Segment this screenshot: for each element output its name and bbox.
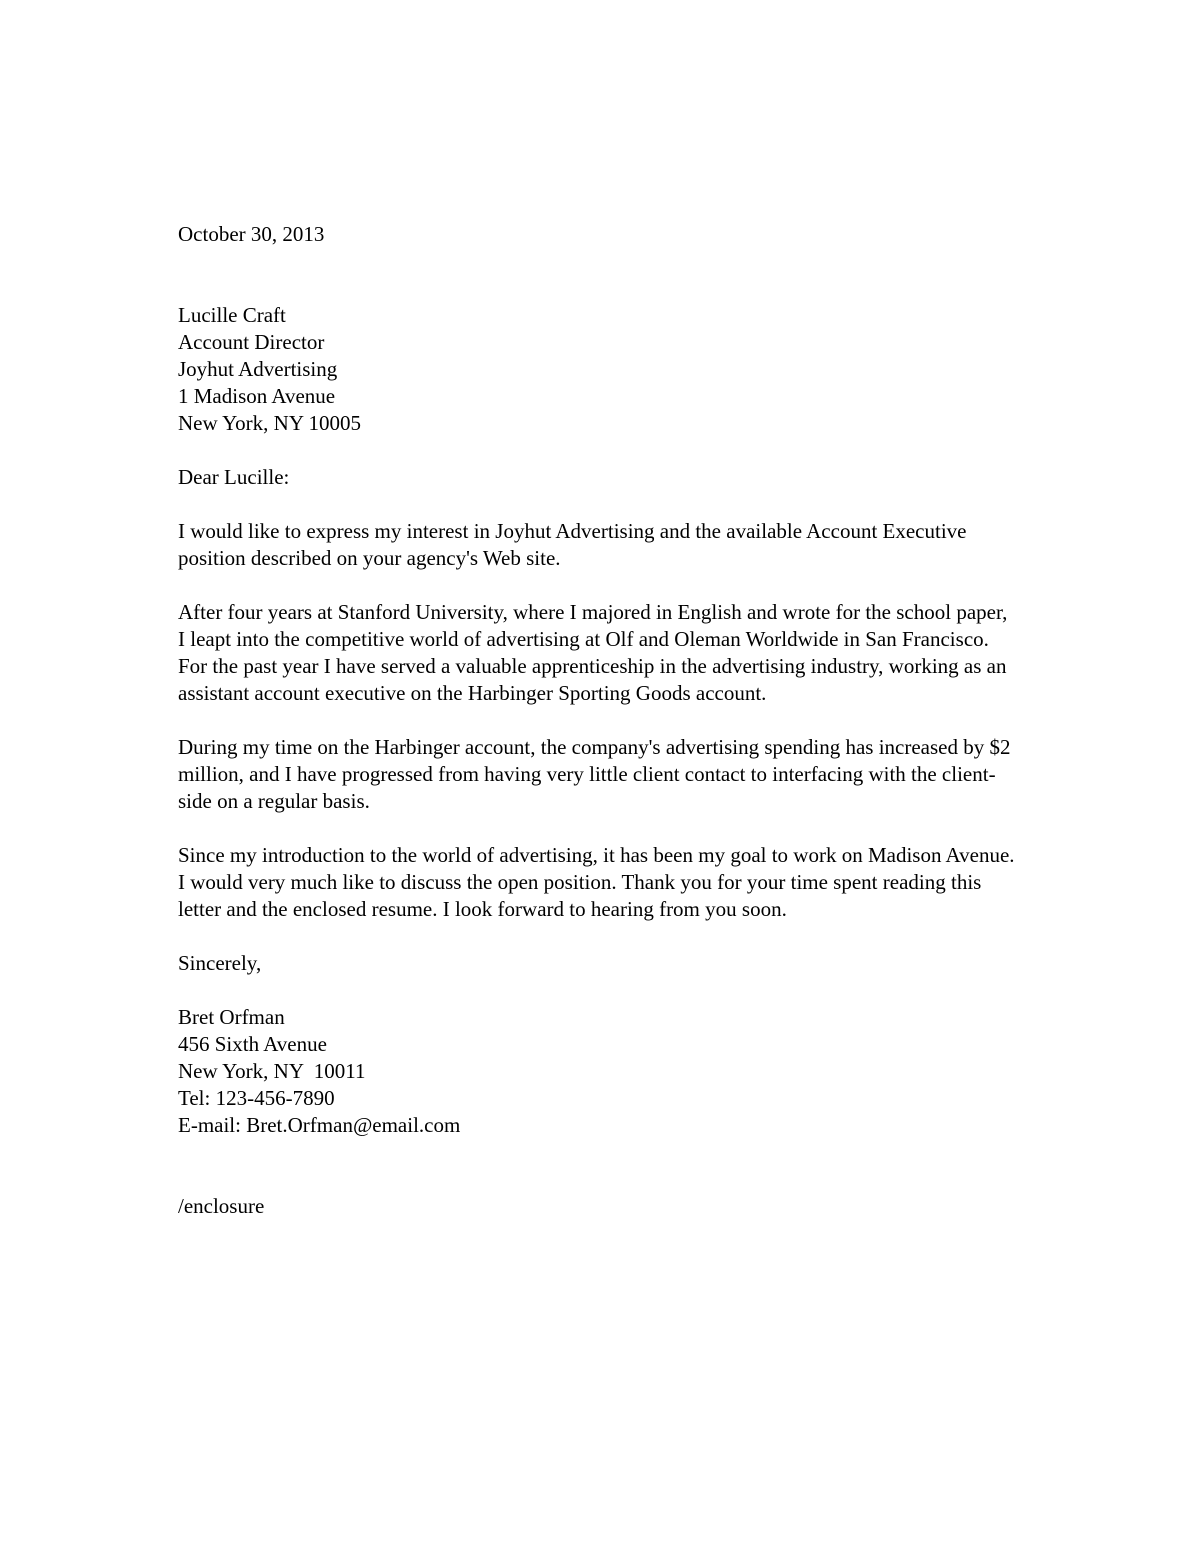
sender-city-state-zip: New York, NY 10011 <box>178 1059 366 1083</box>
letter-date: October 30, 2013 <box>178 222 325 246</box>
recipient-address-block <box>178 302 1016 437</box>
sender-phone: Tel: 123-456-7890 <box>178 1086 335 1110</box>
recipient-street: 1 Madison Avenue <box>178 384 336 408</box>
recipient-name: Lucille Craft <box>178 303 286 327</box>
closing: Sincerely, <box>178 951 262 975</box>
sender-street: 456 Sixth Avenue <box>178 1032 327 1056</box>
recipient-title: Account Director <box>178 330 325 354</box>
paragraph-goal-and-thanks: Since my introduction to the world of advertising, it has been my goal to work on Madison Avenue. I would very much like to discuss the open position. Thank you for your time spent reading this letter and the enclosed resume. I look forward to hearing from you soon. <box>178 843 1015 921</box>
paragraph-intro: I would like to express my interest in Joyhut Advertising and the available Account Executive position described on your agency's Web site. <box>178 519 967 570</box>
sender-email: E-mail: Bret.Orfman@email.com <box>178 1113 461 1137</box>
recipient-company: Joyhut Advertising <box>178 357 338 381</box>
sender-name: Bret Orfman <box>178 1005 285 1029</box>
enclosure-note: /enclosure <box>178 1194 265 1218</box>
salutation: Dear Lucille: <box>178 465 290 489</box>
paragraph-accomplishments: During my time on the Harbinger account, the company's advertising spending has increased by $2 million, and I have progressed from having very little client contact to interfacing with the client-side on a regular basis. <box>178 735 1011 813</box>
sender-signature-block <box>178 1004 1016 1139</box>
paragraph-background: After four years at Stanford University, where I majored in English and wrote for the school paper, I leapt into the competitive world of advertising at Olf and Oleman Worldwide in San Francisco. For the past year I have served a valuable apprenticeship in the advertising industry, working as an assistant account executive on the Harbinger Sporting Goods account. <box>178 600 1008 705</box>
recipient-city-state-zip: New York, NY 10005 <box>178 411 361 435</box>
